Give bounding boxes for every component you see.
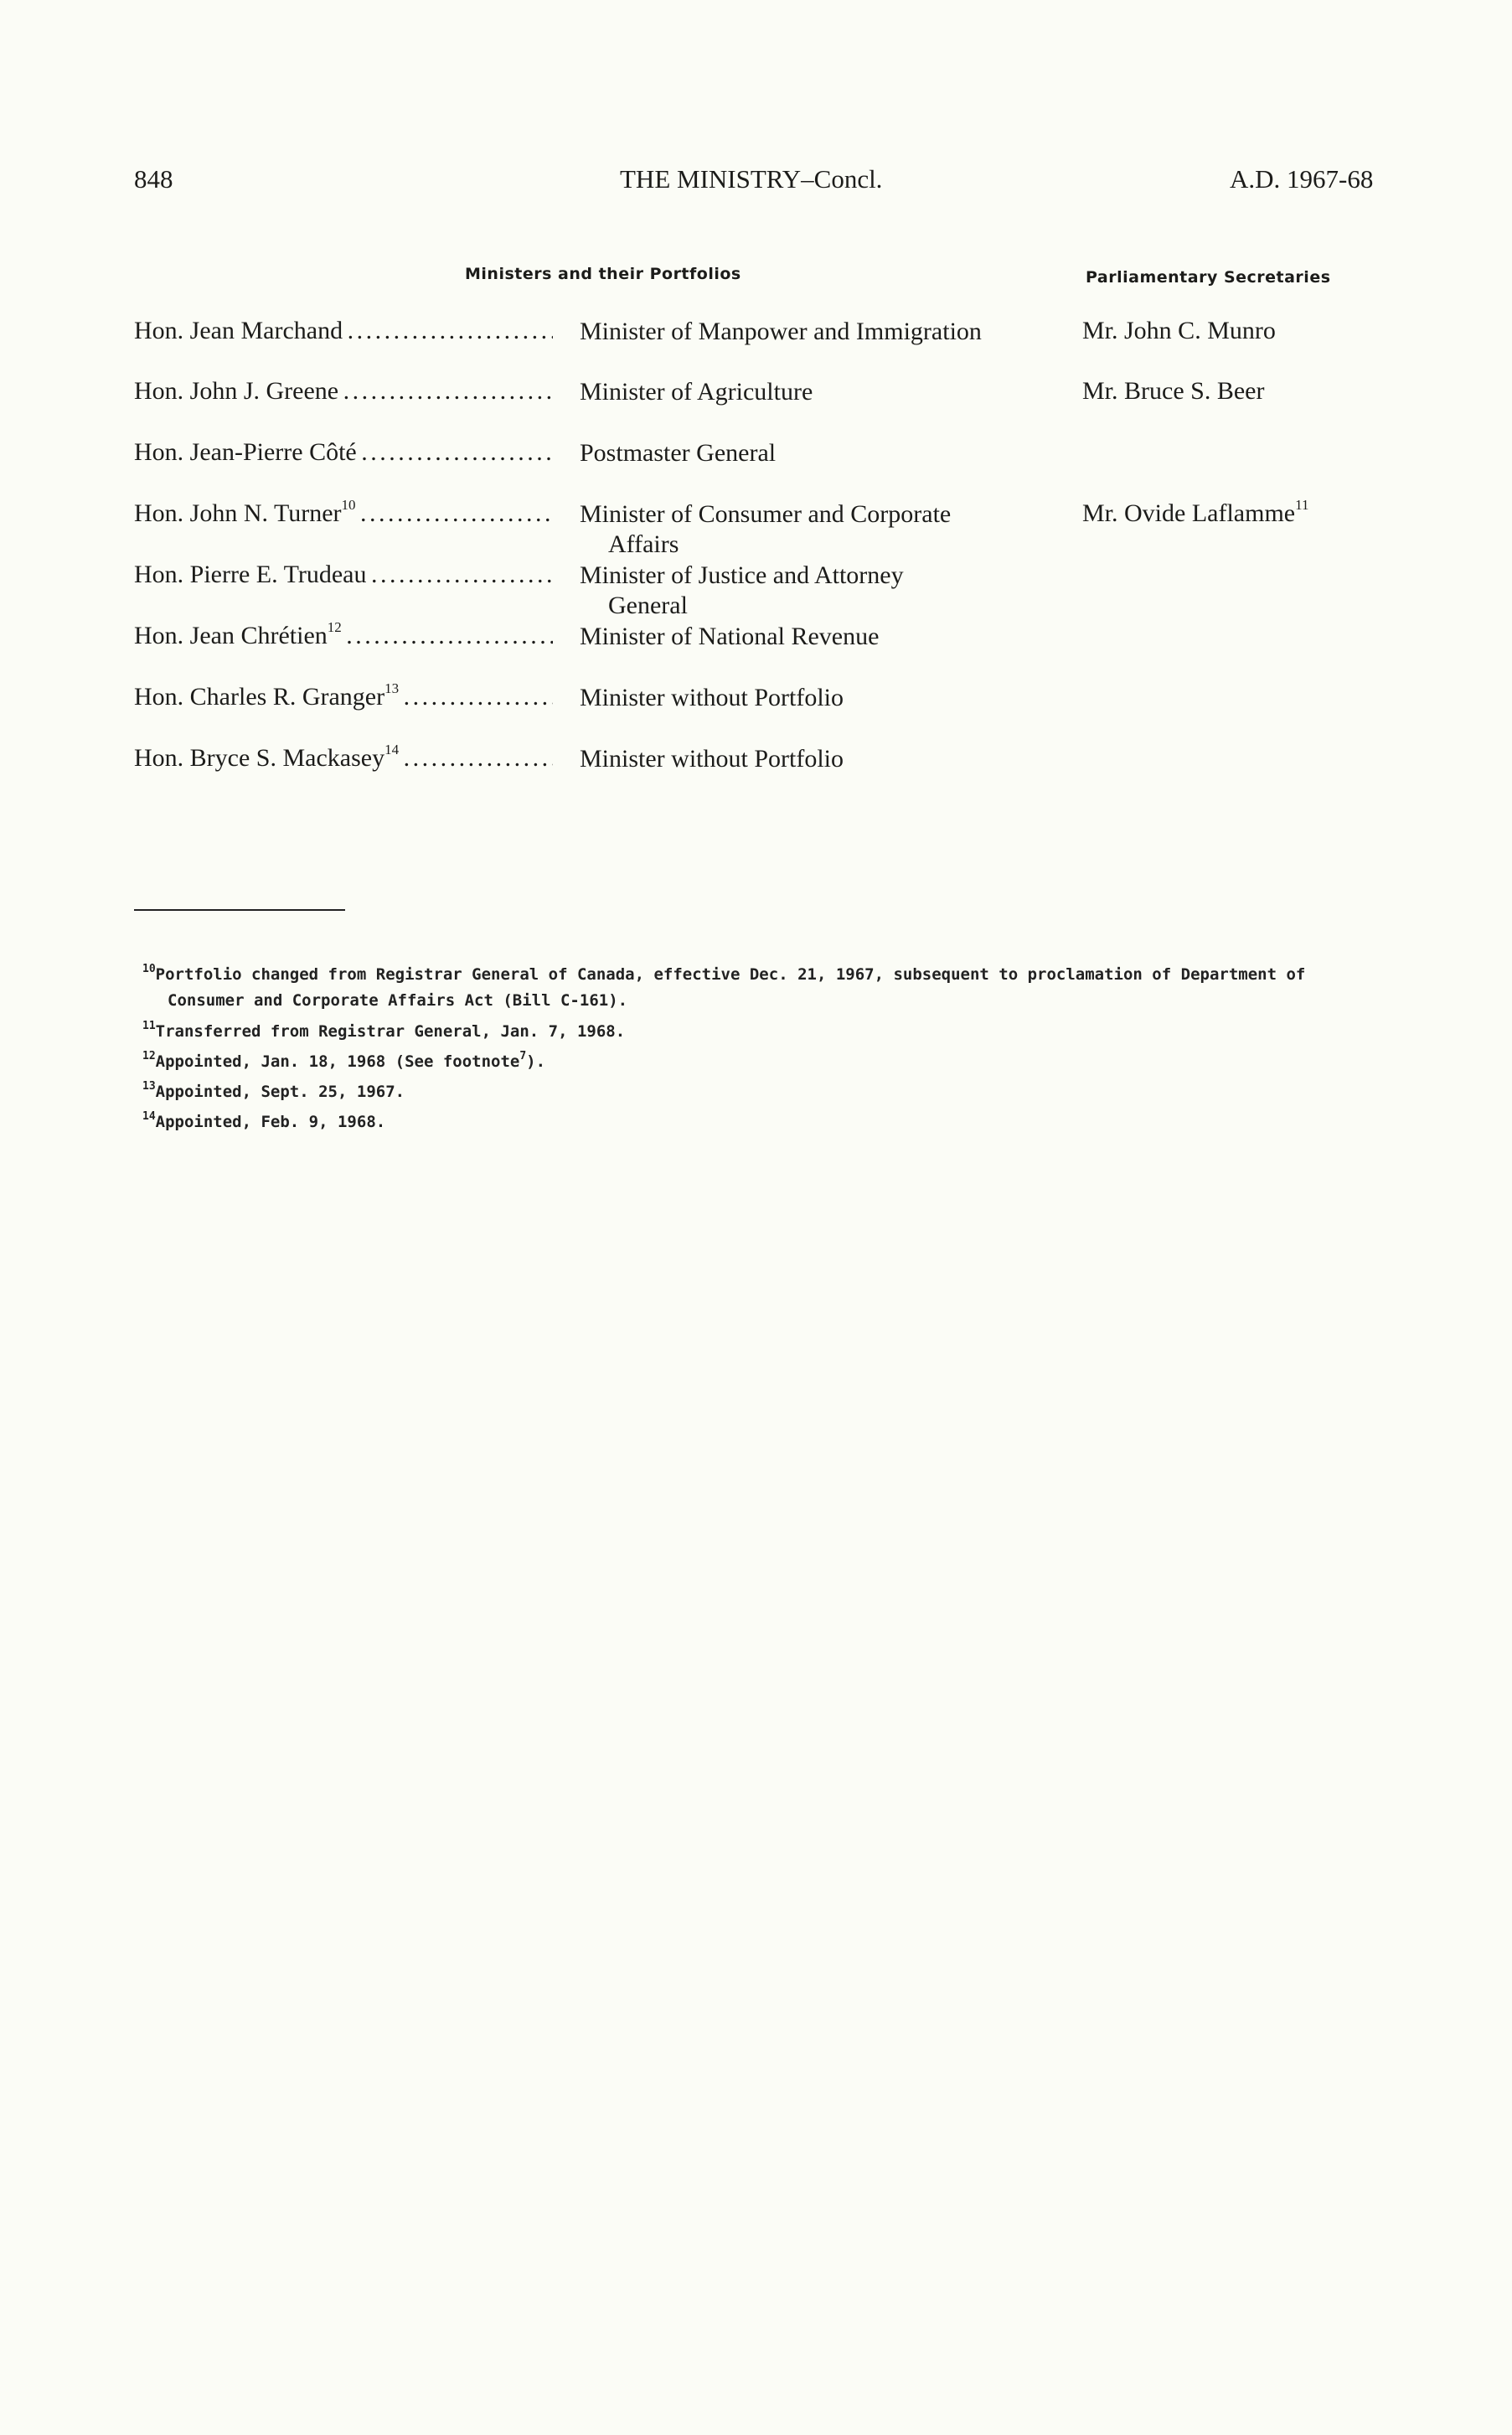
minister-name: Hon. Charles R. Granger$^{13}$ . .	[134, 683, 553, 711]
minister-portfolio: Minister of Justice and Attorney General	[580, 561, 904, 619]
footnote: $^{14}$Appointed, Feb. 9, 1968.	[142, 1110, 386, 1131]
minister-name: Hon. John N. Turner$^{10}$ . .	[134, 499, 553, 528]
footnote: $^{12}$Appointed, Jan. 18, 1968 (See footnote$^7$).	[142, 1050, 546, 1071]
page-title: THE MINISTRY–Concl.	[620, 164, 883, 194]
minister-portfolio: Minister of Agriculture	[580, 378, 813, 406]
page-number: 848	[134, 164, 173, 194]
minister-name: Hon. Jean-Pierre Côté . .	[134, 438, 553, 467]
minister-name: Hon. Bryce S. Mackasey$^{14}$ . .	[134, 744, 553, 773]
page-date: A.D. 1967-68	[1230, 164, 1374, 194]
minister-name: Hon. Pierre E. Trudeau . .	[134, 561, 553, 589]
minister-portfolio: Postmaster General	[580, 439, 777, 467]
footnote-divider	[134, 909, 345, 911]
minister-portfolio: Minister without Portfolio	[580, 745, 844, 773]
footnote: $^{11}$Transferred from Registrar General, Jan. 7, 1968.	[142, 1020, 626, 1041]
parliamentary-secretary: Mr. Bruce S. Beer	[1082, 377, 1265, 405]
minister-portfolio: Minister of National Revenue	[580, 623, 880, 650]
parliamentary-secretary: Mr. John C. Munro	[1082, 317, 1276, 344]
minister-name: Hon. Jean Marchand . .	[134, 317, 553, 345]
minister-name: Hon. Jean Chrétien$^{12}$ . .	[134, 622, 553, 650]
minister-portfolio: Minister of Consumer and Corporate Affairs	[580, 500, 952, 558]
parliamentary-secretary: Mr. Ovide Laflamme$^{11}$	[1082, 497, 1309, 527]
footnote: $^{10}$Portfolio changed from Registrar General of Canada, effective Dec. 21, 1967, subsequent to proclamation of Department of Consumer and Corporate Affairs Act (Bill C-161).	[142, 963, 1306, 1010]
minister-name: Hon. John J. Greene . .	[134, 377, 553, 406]
secretaries-column-heading: Parliamentary Secretaries	[1086, 268, 1331, 287]
minister-portfolio: Minister of Manpower and Immigration	[580, 318, 982, 345]
ministers-column-heading: Ministers and their Portfolios	[465, 265, 741, 283]
footnote: $^{13}$Appointed, Sept. 25, 1967.	[142, 1080, 405, 1101]
minister-portfolio: Minister without Portfolio	[580, 684, 844, 711]
